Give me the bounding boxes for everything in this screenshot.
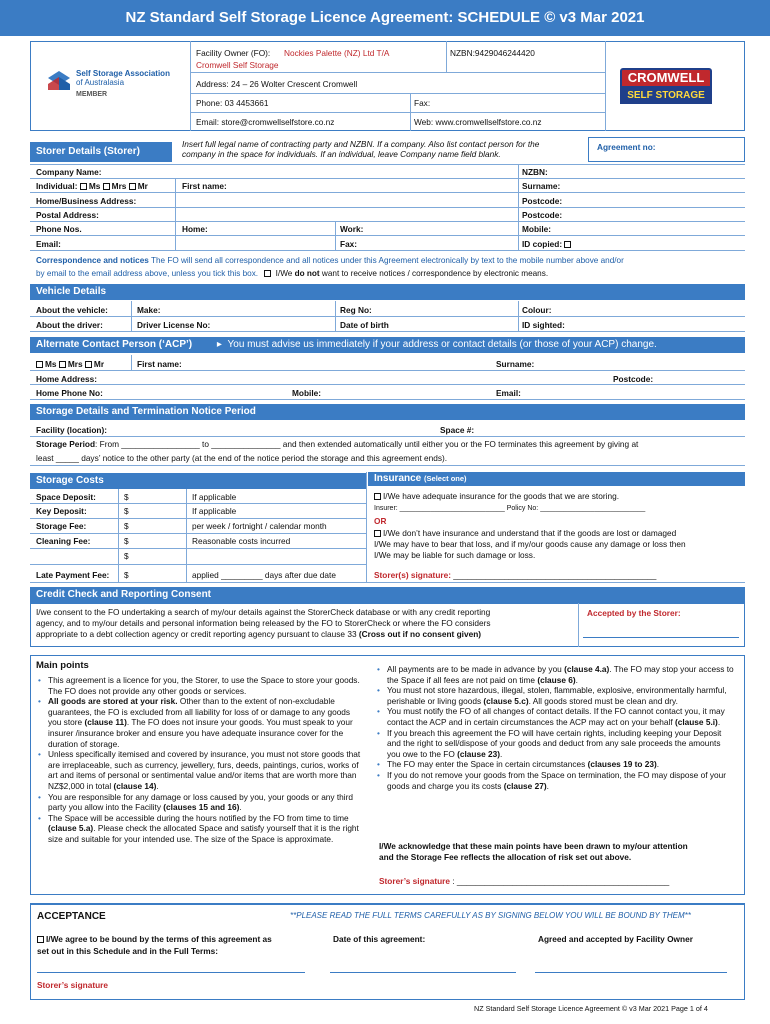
main-points-right xyxy=(376,664,736,791)
licence-no-label: Driver License No: xyxy=(137,320,211,330)
agree-terms: I/We agree to be bound by the terms of this agreement as set out in this Schedule and in the Full Terms: xyxy=(37,934,272,956)
mr-checkbox[interactable] xyxy=(129,183,136,190)
ssaa-name: Self Storage Association xyxy=(76,69,170,78)
cromwell-logo xyxy=(620,68,712,108)
storage-section-label: Storage Details and Termination Notice Period xyxy=(30,404,745,420)
agreement-no-label: Agreement no: xyxy=(597,142,656,152)
email-label: Email: xyxy=(36,239,61,249)
cost-label: Space Deposit: xyxy=(36,492,96,502)
storer-section-label: Storer Details (Storer) xyxy=(30,142,172,162)
ssaa-logo-icon xyxy=(44,68,74,94)
insurance-section-label: Insurance xyxy=(374,473,422,484)
acp-home-phone-label: Home Phone No: xyxy=(36,388,103,398)
acp-email-label: Email: xyxy=(496,388,521,398)
facility-owner-value: Nockies Palette (NZ) Ltd T/A xyxy=(284,48,390,58)
fo-email: Email: store@cromwellselfstore.co.nz xyxy=(196,117,335,127)
space-no-label: Space #: xyxy=(440,425,475,435)
storer-signature-label: Storer’s signature xyxy=(37,980,109,990)
cost-dollar: $ xyxy=(124,536,129,546)
main-point-item: • You must not store hazardous, illegal, stolen, flammable, explosive, environmentally harmful, perishable or living goods (clause 5.c). All goods stored must be clean and dry. xyxy=(376,685,736,706)
about-vehicle-label: About the vehicle: xyxy=(36,305,108,315)
facility-location-label: Facility (location): xyxy=(36,425,107,435)
credit-signature-line[interactable] xyxy=(583,637,739,638)
main-point-item: • If you do not remove your goods from the Space on termination, the FO may dispose of your goods and charge you its costs (clause 27). xyxy=(376,770,736,791)
insurance-section xyxy=(368,472,745,486)
acp-postcode-label: Postcode: xyxy=(613,374,654,384)
main-point-item: • You are responsible for any damage or loss caused by you, your goods or any third party you allow into the Facility (clauses 15 and 16). xyxy=(37,792,363,813)
main-point-item: • The Space will be accessible during the hours notified by the FO from time to time (clause 5.a). Please check the allocated Space and satisfy yourself that it is the right size and suitable for your intended use. The size of the Space is approximate. xyxy=(37,813,363,845)
ms-checkbox[interactable] xyxy=(80,183,87,190)
fo-nzbn: NZBN:9429046244420 xyxy=(450,48,535,58)
fo-web: Web: www.cromwellselfstore.co.nz xyxy=(414,117,542,127)
insurance-or: OR xyxy=(374,516,387,526)
phone-nos-label: Phone Nos. xyxy=(36,224,82,234)
vehicle-section-label: Vehicle Details xyxy=(30,284,745,300)
cost-label: Key Deposit: xyxy=(36,506,87,516)
cost-note: If applicable xyxy=(192,492,237,502)
fo-signature-line[interactable] xyxy=(535,972,727,973)
acp-mr-checkbox[interactable] xyxy=(85,361,92,368)
credit-section-label: Credit Check and Reporting Consent xyxy=(30,587,745,603)
credit-accepted-label: Accepted by the Storer: xyxy=(587,608,681,618)
reg-no-label: Reg No: xyxy=(340,305,372,315)
ssaa-name-2: of Australasia xyxy=(76,78,125,87)
fax-label: Fax: xyxy=(340,239,358,249)
has-insurance-checkbox[interactable] xyxy=(374,493,381,500)
cost-note: per week / fortnight / calendar month xyxy=(192,521,327,531)
mobile-label: Mobile: xyxy=(522,224,552,234)
acp-section xyxy=(30,337,745,353)
id-copied-checkbox[interactable] xyxy=(564,241,571,248)
cromwell-logo-top: CROMWELL xyxy=(620,68,712,88)
cromwell-logo-bottom: SELF STORAGE xyxy=(620,88,712,104)
insurance-select: (Select one) xyxy=(424,474,467,483)
postal-address-label: Postal Address: xyxy=(36,210,99,220)
id-copied-label: ID copied: xyxy=(522,239,573,249)
insurer-line: Insurer: ___________________________ Policy No: ___________________________ xyxy=(374,505,646,512)
acp-home-address-label: Home Address: xyxy=(36,374,98,384)
main-points-signature: Storer’s signature : ______________________________________________ xyxy=(379,876,670,886)
no-electronic-notices-checkbox[interactable] xyxy=(264,270,271,277)
date-of-agreement-label: Date of this agreement: xyxy=(333,934,426,944)
mrs-checkbox[interactable] xyxy=(103,183,110,190)
credit-consent-text: I/we consent to the FO undertaking a search of my/our details against the StorerCheck database or with any credit reporting agency, and to my/our details and personal information being released by the FO to StorerCheck or where the FO considers appropriate to a debt collection agency or credit reporting agency pursuant to clause 33 (Cross out if no consent given) xyxy=(36,607,491,639)
main-point-item: • You must notify the FO of all changes of contact details. If the FO cannot contact you, it may contact the ACP and in certain circumstances the ACP may act on your behalf (clause 5.i). xyxy=(376,706,736,727)
first-name-label: First name: xyxy=(182,181,227,191)
fo-accept-label: Agreed and accepted by Facility Owner xyxy=(538,934,693,944)
acknowledgement: I/We acknowledge that these main points have been drawn to my/our attention and the Storage Fee reflects the allocation of risk set out above. xyxy=(379,841,688,862)
postal-postcode-label: Postcode: xyxy=(522,210,563,220)
footer: NZ Standard Self Storage Licence Agreement © v3 Mar 2021 Page 1 of 4 xyxy=(474,1004,708,1013)
main-point-item: • This agreement is a licence for you, the Storer, to use the Space to store your goods. The FO does not provide any other goods or services. xyxy=(37,675,363,696)
home-phone-label: Home: xyxy=(182,224,208,234)
late-fee-note: applied _________ days after due date xyxy=(192,570,336,580)
agree-terms-checkbox[interactable] xyxy=(37,936,44,943)
main-points-heading: Main points xyxy=(36,660,89,671)
main-point-item: • All payments are to be made in advance by you (clause 4.a). The FO may stop your access to the Space if all fees are not paid on time (clause 6). xyxy=(376,664,736,685)
acp-mrs-checkbox[interactable] xyxy=(59,361,66,368)
cost-dollar: $ xyxy=(124,506,129,516)
fo-fax: Fax: xyxy=(414,98,431,108)
acp-ms-checkbox[interactable] xyxy=(36,361,43,368)
main-point-item: • If you breach this agreement the FO will have certain rights, including keeping your Deposit and the right to sell/dispose of your goods and deduct from any sale proceeds the amounts you owe to the FO (clause 23). xyxy=(376,728,736,760)
acp-title: Ms Mrs Mr xyxy=(36,359,104,369)
acp-surname-label: Surname: xyxy=(496,359,535,369)
read-terms-notice: **PLEASE READ THE FULL TERMS CAREFULLY AS BY SIGNING BELOW YOU WILL BE BOUND BY THEM** xyxy=(290,911,691,920)
page-title: NZ Standard Self Storage Licence Agreement: SCHEDULE © v3 Mar 2021 xyxy=(0,0,770,36)
ssaa-member: MEMBER xyxy=(76,91,108,98)
notice-period: least _____ days’ notice to the other party (at the end of the notice period the storage and this agreement ends). xyxy=(36,453,448,463)
insurance-option-1: I/We have adequate insurance for the goods that we are storing. xyxy=(374,491,619,501)
date-line[interactable] xyxy=(330,972,516,973)
costs-section-label: Storage Costs xyxy=(30,473,366,489)
insurance-option-2: I/We don’t have insurance and understand that if the goods are lost or damaged I/We may have to bear that loss, and if my/our goods cause any damage or loss then I/We may be liable for such damage or loss. xyxy=(374,528,686,560)
cost-label: Storage Fee: xyxy=(36,521,87,531)
acp-section-label: Alternate Contact Person (‘ACP’) xyxy=(36,339,193,350)
dob-label: Date of birth xyxy=(340,320,389,330)
late-fee-dollar: $ xyxy=(124,570,129,580)
acceptance-heading: ACCEPTANCE xyxy=(37,911,106,922)
work-phone-label: Work: xyxy=(340,224,364,234)
postcode-label: Postcode: xyxy=(522,196,563,206)
cost-dollar: $ xyxy=(124,492,129,502)
cost-dollar: $ xyxy=(124,521,129,531)
storage-period: Storage Period: From _________________ to _______________ and then extended automatically until either you or the FO terminates this agreement by giving at xyxy=(36,439,639,449)
acp-advise: ▸ You must advise us immediately if your address or contact details (or those of your ACP) change. xyxy=(216,339,657,350)
id-sighted-label: ID sighted: xyxy=(522,320,565,330)
main-points-left xyxy=(37,675,363,845)
cost-label: Cleaning Fee: xyxy=(36,536,91,546)
storer-signature-line[interactable] xyxy=(37,972,305,973)
storer-instruction: Insert full legal name of contracting party and NZBN. If a company. Also list contact person for the company in the space for individuals. If an individual, leave Company name field blank. xyxy=(182,139,540,159)
acp-mobile-label: Mobile: xyxy=(292,388,322,398)
insurance-signature: Storer(s) signature: ____________________________________________ xyxy=(374,570,657,580)
cost-note: Reasonable costs incurred xyxy=(192,536,291,546)
acp-first-name-label: First name: xyxy=(137,359,182,369)
facility-owner-label: Facility Owner (FO): xyxy=(196,48,271,58)
no-insurance-checkbox[interactable] xyxy=(374,530,381,537)
correspondence-notice: Correspondence and notices The FO will send all correspondence and all notices under this Agreement electronically by text to the mobile number above and/or by email to the email address above, unless you tick this box. I/We do not want to receive notices / correspondence by electronic means. xyxy=(36,256,624,278)
cost-dollar: $ xyxy=(124,551,129,561)
facility-owner-value-2: Cromwell Self Storage xyxy=(196,60,279,70)
individual-label: Individual: Ms Mrs Mr xyxy=(36,181,148,191)
make-label: Make: xyxy=(137,305,161,315)
main-point-item: • The FO may enter the Space in certain circumstances (clauses 19 to 23). xyxy=(376,759,736,770)
fo-address: Address: 24 – 26 Wolter Crescent Cromwell xyxy=(196,79,358,89)
surname-label: Surname: xyxy=(522,181,561,191)
about-driver-label: About the driver: xyxy=(36,320,103,330)
late-fee-label: Late Payment Fee: xyxy=(36,570,110,580)
fo-phone: Phone: 03 4453661 xyxy=(196,98,269,108)
colour-label: Colour: xyxy=(522,305,552,315)
company-name-label: Company Name: xyxy=(36,167,102,177)
ssaa-logo xyxy=(44,66,184,100)
cost-note: If applicable xyxy=(192,506,237,516)
main-point-item: • All goods are stored at your risk. Other than to the extent of non-excludable guarantees, the FO is excluded from all liability for loss of or damage to any goods you store (clause 11). The FO does not insure your goods. You must speak to your insurer /insurance broker and ensure you have adequate insurance cover for the duration of storage. xyxy=(37,696,363,749)
home-address-label: Home/Business Address: xyxy=(36,196,137,206)
storer-nzbn-label: NZBN: xyxy=(522,167,548,177)
main-point-item: • Unless specifically itemised and covered by insurance, you must not store goods that are irreplaceable, such as currency, jewellery, furs, deeds, paintings, curios, works of art and items of personal or sentimental value and/or items that are worth more than NZ$2,000 in total (clause 14). xyxy=(37,749,363,791)
